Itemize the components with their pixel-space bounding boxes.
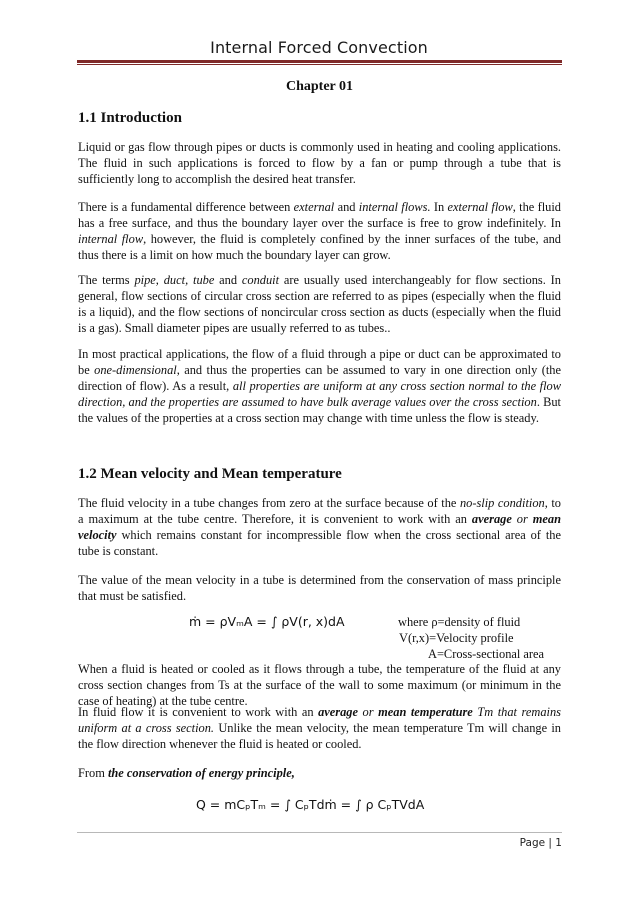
- s1-paragraph-3: The terms pipe, duct, tube and conduit are usually used interchangeably for flow sections. In general, flow sections of circular cross section are referred to as pipes (especially when the fluid is a liquid), and the flow sections of noncircular cross section as ducts (especially when the fluid is a gas). Small diameter pipes are usually referred to as tubes..: [78, 273, 561, 335]
- s2-paragraph-5: From the conservation of energy principle,: [78, 766, 295, 780]
- energy-equation: Q = mCₚTₘ = ∫ CₚTdṁ = ∫ ρ CₚTVdA: [196, 797, 425, 812]
- s2-paragraph-3: When a fluid is heated or cooled as it flows through a tube, the temperature of the fluid at any cross section changes from Ts at the surface of the wall to some maximum (or minimum in the case of heating) at the tube centre.: [78, 662, 561, 708]
- mass-flow-equation: ṁ = ρVₘA = ∫ ρV(r, x)dA: [189, 614, 345, 629]
- s2-paragraph-1: The fluid velocity in a tube changes from zero at the surface because of the no-slip condition, to a maximum at the tube centre. Therefore, it is convenient to work with an average or mean velocity which remains constant for incompressible flow when the cross sectional area of the tube is constant.: [78, 496, 562, 558]
- s2-paragraph-2: The value of the mean velocity in a tube is determined from the conservation of mass principle that must be satisfied.: [78, 573, 561, 603]
- s1-paragraph-2: There is a fundamental difference between external and internal flows. In external flow, the fluid has a free surface, and thus the boundary layer over the surface is free to grow indefinitely. In internal flow, however, the fluid is completely confined by the inner surfaces of the tube, and thus there is a limit on how much the boundary layer can grow.: [78, 200, 561, 262]
- s2-paragraph-4: In fluid flow it is convenient to work with an average or mean temperature Tm that remains uniform at a cross section. Unlike the mean velocity, the mean temperature Tm will change in the flow direction whenever the fluid is heated or cooled.: [78, 705, 561, 751]
- s1-paragraph-4: In most practical applications, the flow of a fluid through a pipe or duct can be approximated to be one-dimensional, and thus the properties can be assumed to vary in one direction only (the direction of flow). As a result, all properties are uniform at any cross section normal to the flow direction, and the properties are assumed to have bulk average values over the cross section. But the values of the properties at a cross section may change with time unless the flow is steady.: [78, 347, 562, 425]
- footer-rule: [77, 832, 562, 833]
- running-header-title: Internal Forced Convection: [210, 38, 428, 57]
- page-number: Page | 1: [519, 837, 562, 849]
- s1-paragraph-1: Liquid or gas flow through pipes or ducts is commonly used in heating and cooling applications. The fluid in such applications is forced to flow by a fan or pump through a tube that is sufficiently long to accomplish the desired heat transfer.: [78, 140, 561, 186]
- where-velocity-profile: V(r,x)=Velocity profile: [399, 631, 514, 645]
- section-1-heading: 1.1 Introduction: [78, 110, 182, 126]
- chapter-title: Chapter 01: [285, 79, 354, 94]
- where-area: A=Cross-sectional area: [428, 647, 545, 661]
- header-rule-thin: [77, 64, 562, 65]
- where-density: where ρ=density of fluid: [398, 615, 521, 629]
- header-rule-thick: [77, 60, 562, 63]
- section-2-heading: 1.2 Mean velocity and Mean temperature: [78, 466, 342, 482]
